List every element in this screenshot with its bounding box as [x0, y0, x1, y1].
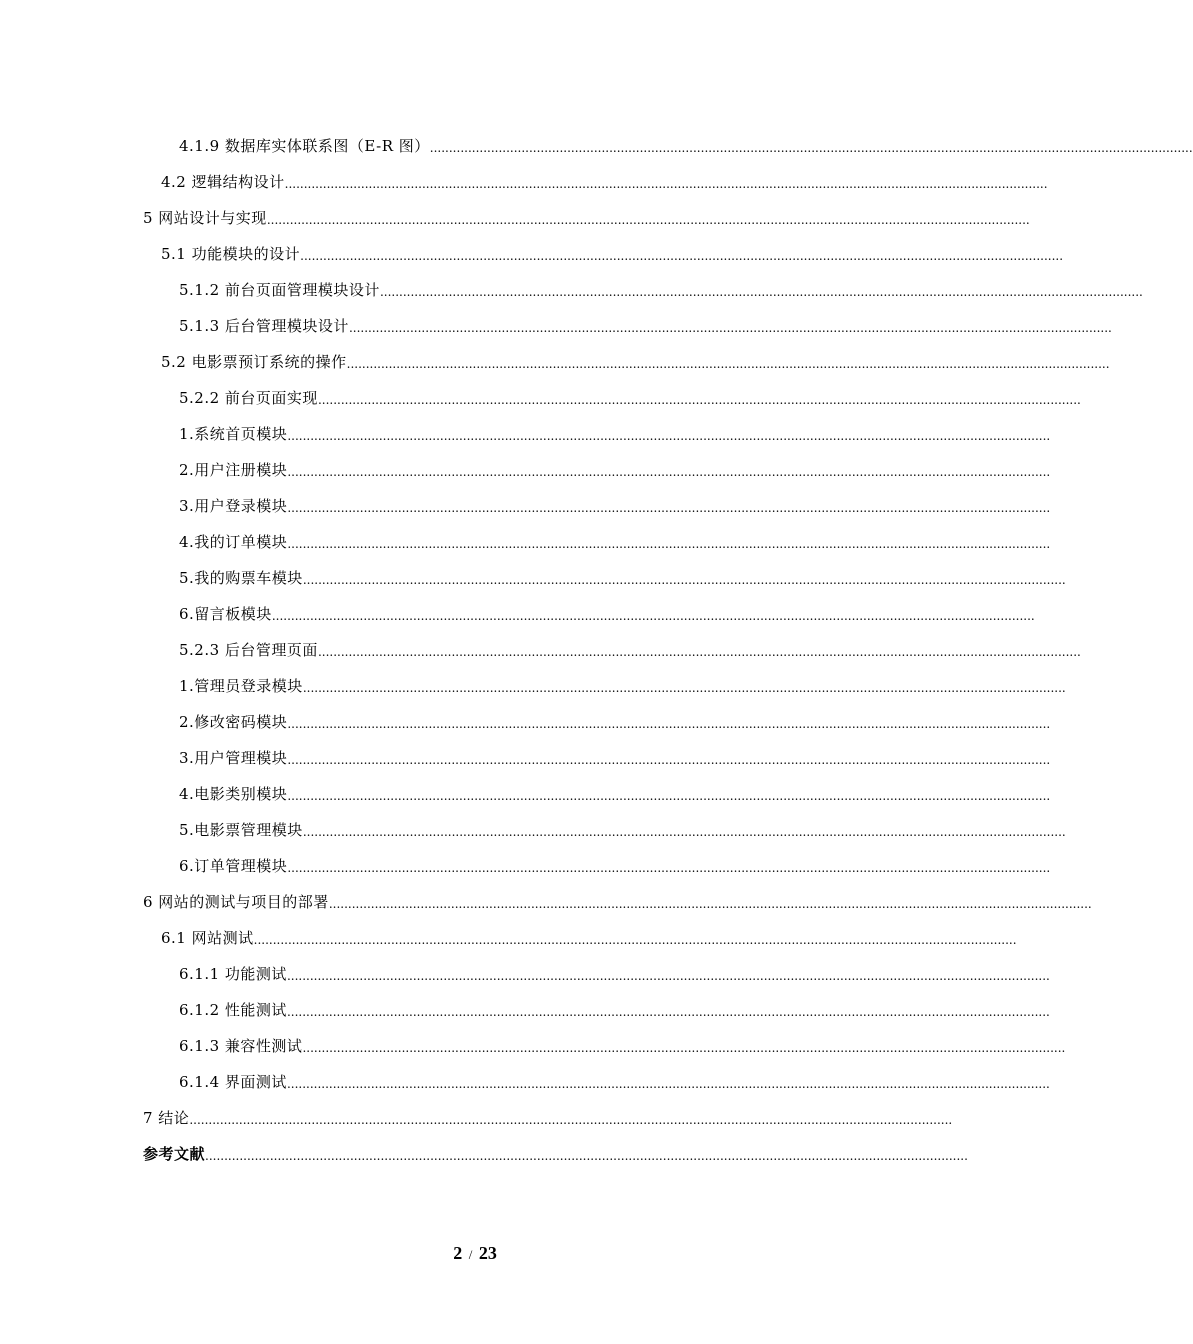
toc-dot-leader: ........................................................................................................................................................................................................: [348, 321, 1112, 335]
toc-dot-leader: ........................................................................................................................................................................................................: [286, 969, 1050, 983]
toc-entry-label: 6.1.1 功能测试: [179, 965, 287, 983]
toc-dot-leader: ........................................................................................................................................................................................................: [302, 573, 1066, 587]
toc-entry-label: 5.1.3 后台管理模块设计: [179, 317, 349, 335]
toc-dot-leader: ........................................................................................................................................................................................................: [328, 897, 1092, 911]
toc-entry-label: 5.我的购票车模块: [179, 569, 303, 587]
toc-entry-label: 3.用户登录模块: [179, 497, 288, 515]
toc-dot-leader: ........................................................................................................................................................................................................: [287, 789, 1051, 803]
toc-dot-leader: ........................................................................................................................................................................................................: [287, 501, 1051, 515]
toc-entry-label: 3.用户管理模块: [179, 749, 288, 767]
toc-dot-leader: ........................................................................................................................................................................................................: [287, 429, 1051, 443]
toc-entry[interactable]: [179, 948, 1050, 984]
toc-dot-leader: ........................................................................................................................................................................................................: [302, 1041, 1066, 1055]
toc-entry[interactable]: [179, 660, 1066, 696]
toc-entry[interactable]: [179, 264, 1143, 300]
toc-dot-leader: ........................................................................................................................................................................................................: [302, 825, 1066, 839]
toc-entry-label: 5.2.3 后台管理页面: [179, 641, 318, 659]
page-number-footer: [0, 1243, 950, 1264]
toc-entry[interactable]: [161, 336, 1110, 372]
toc-entry[interactable]: [179, 480, 1051, 516]
toc-entry[interactable]: [179, 588, 1035, 624]
toc-entry-label: 1.管理员登录模块: [179, 677, 303, 695]
toc-entry-label: 6.1.4 界面测试: [179, 1073, 287, 1091]
toc-entry[interactable]: [143, 1128, 968, 1164]
toc-entry[interactable]: [179, 516, 1051, 552]
toc-dot-leader: ........................................................................................................................................................................................................: [287, 537, 1051, 551]
page-separator: /: [468, 1247, 473, 1262]
toc-entry-label: 参考文献: [143, 1145, 206, 1163]
toc-entry-label: 6 网站的测试与项目的部署: [143, 893, 329, 911]
toc-entry[interactable]: [179, 840, 1051, 876]
toc-entry-label: 7 结论: [143, 1109, 190, 1127]
toc-entry[interactable]: [179, 1056, 1050, 1092]
toc-entry-label: 6.1.2 性能测试: [179, 1001, 287, 1019]
toc-dot-leader: ........................................................................................................................................................................................................: [287, 717, 1051, 731]
toc-entry-label: 1.系统首页模块: [179, 425, 288, 443]
toc-dot-leader: ........................................................................................................................................................................................................: [287, 465, 1051, 479]
toc-entry[interactable]: [161, 228, 1064, 264]
toc-entry-label: 4.1.9 数据库实体联系图（E-R 图）: [179, 137, 430, 155]
toc-dot-leader: ........................................................................................................................................................................................................: [284, 177, 1048, 191]
toc-entry-label: 5.1.2 前台页面管理模块设计: [179, 281, 380, 299]
toc-entry-label: 4.我的订单模块: [179, 533, 288, 551]
toc-dot-leader: ........................................................................................................................................................................................................: [189, 1113, 953, 1127]
toc-entry-label: 2.用户注册模块: [179, 461, 288, 479]
toc-entry[interactable]: [179, 732, 1051, 768]
toc-dot-leader: ........................................................................................................................................................................................................: [317, 393, 1081, 407]
toc-dot-leader: ........................................................................................................................................................................................................: [302, 681, 1066, 695]
toc-dot-leader: ........................................................................................................................................................................................................: [286, 1005, 1050, 1019]
toc-dot-leader: ........................................................................................................................................................................................................: [271, 609, 1035, 623]
toc-entry-label: 5.电影票管理模块: [179, 821, 303, 839]
toc-entry-label: 4.2 逻辑结构设计: [161, 173, 285, 191]
toc-dot-leader: ........................................................................................................................................................................................................: [286, 1077, 1050, 1091]
toc-entry[interactable]: [179, 768, 1051, 804]
toc-entry[interactable]: [179, 552, 1066, 588]
total-page-count: 23: [478, 1243, 497, 1263]
toc-dot-leader: ........................................................................................................................................................................................................: [287, 753, 1051, 767]
toc-entry-label: 5.2.2 前台页面实现: [179, 389, 318, 407]
toc-entry[interactable]: [179, 300, 1112, 336]
toc-dot-leader: ........................................................................................................................................................................................................: [429, 141, 1193, 155]
toc-entry[interactable]: [179, 372, 1081, 408]
toc-dot-leader: ........................................................................................................................................................................................................: [253, 933, 1017, 947]
current-page-number: 2: [453, 1243, 463, 1263]
toc-entry-label: 2.修改密码模块: [179, 713, 288, 731]
toc-entry-label: 5.1 功能模块的设计: [161, 245, 301, 263]
toc-entry[interactable]: [179, 444, 1051, 480]
toc-entry-label: 5 网站设计与实现: [143, 209, 267, 227]
toc-entry[interactable]: [143, 1092, 953, 1128]
toc-entry-label: 4.电影类别模块: [179, 785, 288, 803]
toc-entry-label: 6.订单管理模块: [179, 857, 288, 875]
toc-entry-label: 6.留言板模块: [179, 605, 272, 623]
toc-entry-label: 5.2 电影票预订系统的操作: [161, 353, 347, 371]
toc-entry[interactable]: [179, 1020, 1066, 1056]
toc-dot-leader: ........................................................................................................................................................................................................: [205, 1149, 968, 1163]
toc-dot-leader: ........................................................................................................................................................................................................: [346, 357, 1110, 371]
toc-dot-leader: ........................................................................................................................................................................................................: [317, 645, 1081, 659]
toc-entry[interactable]: [179, 624, 1081, 660]
toc-dot-leader: ........................................................................................................................................................................................................: [266, 213, 1030, 227]
toc-dot-leader: ........................................................................................................................................................................................................: [379, 285, 1143, 299]
toc-entry[interactable]: [161, 912, 1017, 948]
toc-dot-leader: ........................................................................................................................................................................................................: [300, 249, 1064, 263]
toc-entry[interactable]: [143, 192, 1030, 228]
toc-entry-label: 6.1.3 兼容性测试: [179, 1037, 303, 1055]
toc-entry[interactable]: [179, 120, 1193, 156]
toc-entry[interactable]: [161, 156, 1048, 192]
toc-entry[interactable]: [179, 984, 1050, 1020]
toc-entry[interactable]: [143, 876, 1092, 912]
toc-entry[interactable]: [179, 408, 1051, 444]
toc-entry[interactable]: [179, 804, 1066, 840]
toc-dot-leader: ........................................................................................................................................................................................................: [287, 861, 1051, 875]
toc-entry[interactable]: [179, 696, 1051, 732]
toc-entry-label: 6.1 网站测试: [161, 929, 254, 947]
